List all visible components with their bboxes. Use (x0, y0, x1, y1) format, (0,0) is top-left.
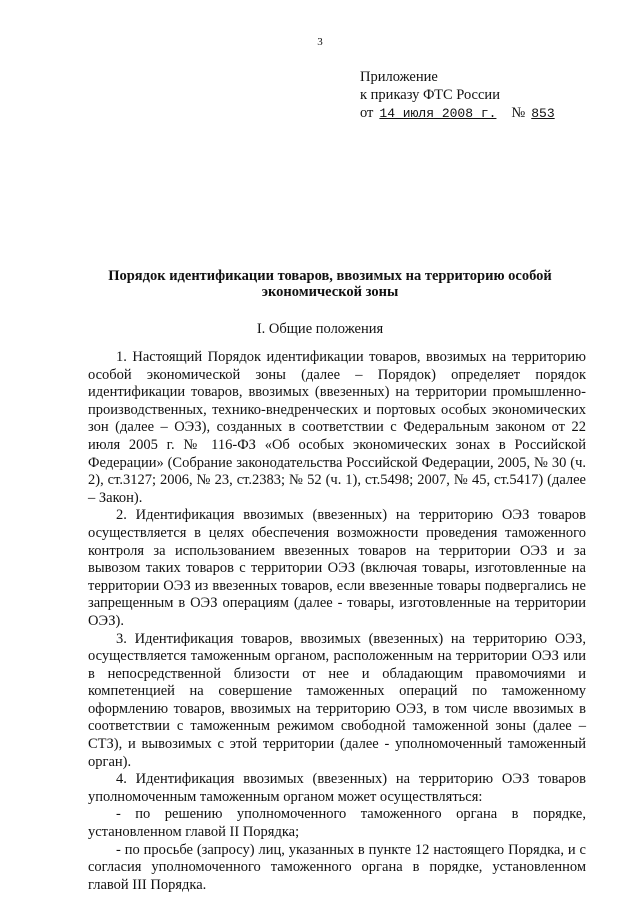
list-item-request: - по просьбе (запросу) лиц, указанных в пункте 12 настоящего Порядка, и с согласия уполномоченного таможенного органа в порядке, установленном главой III Порядка. (88, 841, 586, 893)
paragraph-1: 1. Настоящий Порядок идентификации товаров, ввозимых на территорию особой экономической зоны (далее – Порядок) определяет порядок идентификации товаров, ввозимых (ввезенных) на территории промышленно-производственных, технико-внедренческих и портовых особых экономических зон (далее – ОЭЗ), созданных в соответствии с Федеральным законом от 22 июля 2005 г. № 116-ФЗ «Об особых экономических зонах в Российской Федерации» (Собрание законодательства Российской Федерации, 2005, № 30 (ч. 2), ст.3127; 2006, № 23, ст.2383; № 52 (ч. 1), ст.5498; 2007, № 45, ст.5417) (далее – Закон). (88, 349, 586, 506)
document-title-line-1: Порядок идентификации товаров, ввозимых на территорию особой (108, 268, 552, 284)
appendix-block (360, 68, 575, 123)
paragraph-4: 4. Идентификация ввозимых (ввезенных) на территорию ОЭЗ товаров уполномоченным таможенным органом может осуществляться: (88, 771, 586, 805)
page-number: 3 (317, 36, 323, 48)
document-body (88, 349, 586, 894)
appendix-date-line (360, 104, 575, 123)
list-item-decision: - по решению уполномоченного таможенного органа в порядке, установленном главой II Порядка; (88, 806, 586, 841)
document-title (80, 268, 580, 300)
appendix-order-ref: к приказу ФТС России (360, 87, 500, 103)
number-sign: № (511, 105, 526, 121)
section-heading: I. Общие положения (256, 321, 384, 337)
order-date: 14 июля 2008 г. (379, 106, 497, 121)
date-prefix: от (360, 105, 374, 121)
paragraph-2: 2. Идентификация ввозимых (ввезенных) на территорию ОЭЗ товаров осуществляется в целях обеспечения возможности проведения таможенного контроля за использованием ввезенных товаров на территории ОЭЗ и за вывозом таких товаров с территории ОЭЗ (включая товары, изготовленные на территории ОЭЗ из ввезенных товаров, если ввезенные товары подвергались не запрещенным в ОЭЗ операциям (далее - товары, изготовленные на территории ОЭЗ). (88, 507, 586, 629)
order-number: 853 (531, 106, 555, 121)
appendix-label: Приложение (360, 69, 438, 85)
document-title-line-2: экономической зоны (261, 284, 399, 300)
paragraph-3: 3. Идентификация товаров, ввозимых (ввезенных) на территорию ОЭЗ, осуществляется таможенным органом, расположенным на территории ОЭЗ или в непосредственной близости от нее и обладающим правомочиями и компетенцией на совершение таможенных операций по таможенному оформлению товаров, ввозимых на территорию ОЭЗ, в том числе ввозимых в соответствии с таможенным режимом свободной таможенной зоны (далее – СТЗ), и вывозимых с этой территории (далее - уполномоченный таможенный орган). (88, 630, 586, 770)
